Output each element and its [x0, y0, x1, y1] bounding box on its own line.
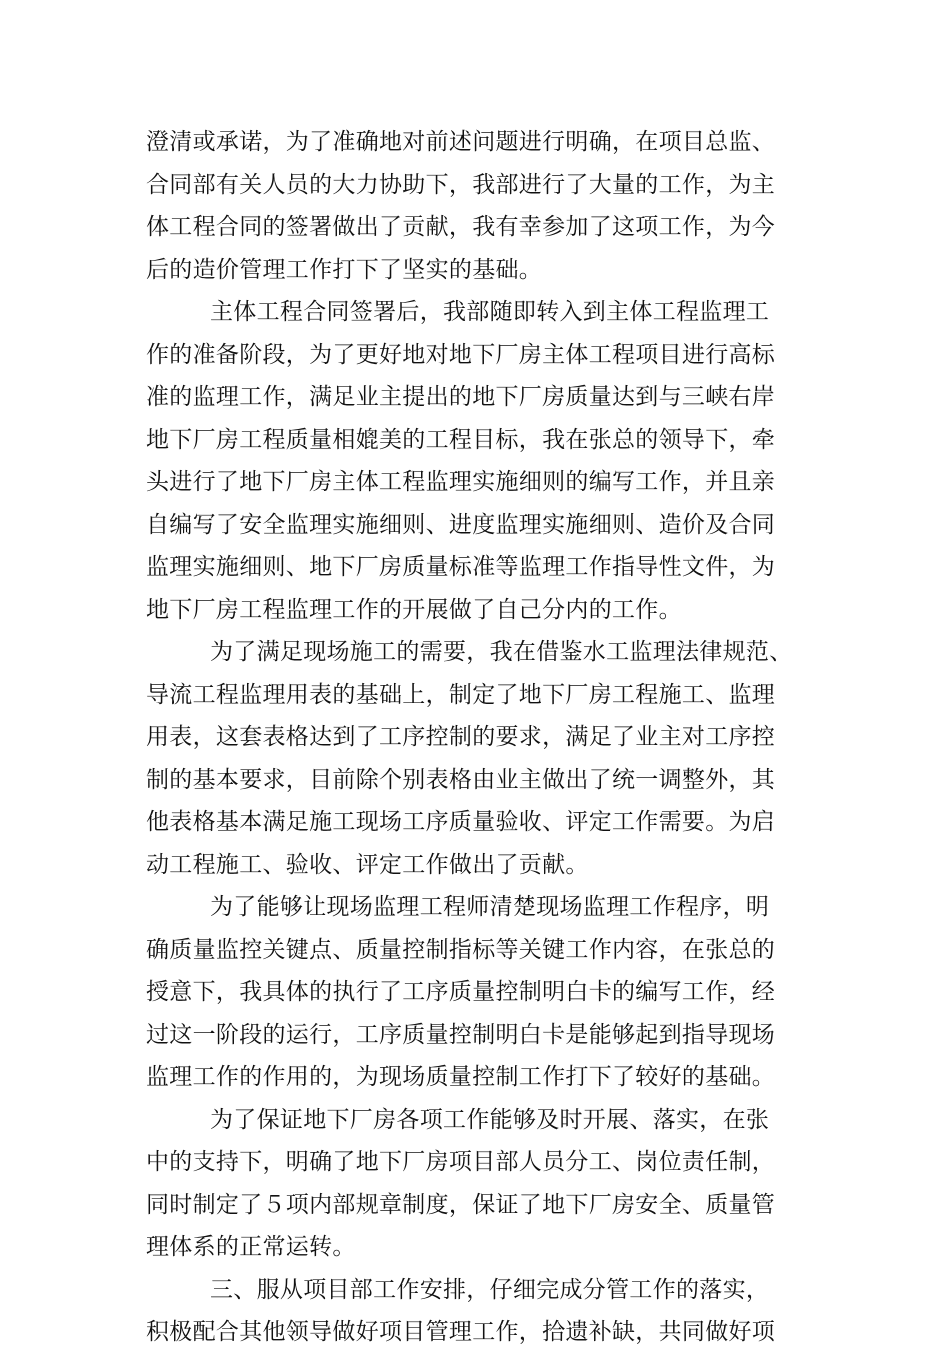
text-line: 监理实施细则、地下厂房质量标准等监理工作指导性文件，为 — [146, 554, 776, 580]
text-line: 体工程合同的签署做出了贡献，我有幸参加了这项工作，为今 — [146, 214, 776, 240]
paragraph-start-line: 为了能够让现场监理工程师清楚现场监理工作程序，明 — [210, 894, 770, 920]
paragraph-start-line: 主体工程合同签署后，我部随即转入到主体工程监理工 — [210, 299, 770, 325]
text-line: 授意下，我具体的执行了工序质量控制明白卡的编写工作，经 — [146, 979, 776, 1005]
text-line: 地下厂房工程质量相媲美的工程目标，我在张总的领导下，牵 — [146, 426, 776, 453]
text-line: 用表，这套表格达到了工序控制的要求，满足了业主对工序控 — [146, 724, 776, 750]
text-line: 他表格基本满足施工现场工序质量验收、评定工作需要。为启 — [146, 809, 776, 835]
text-line: 合同部有关人员的大力协助下，我部进行了大量的工作，为主 — [146, 171, 776, 198]
paragraph-start-line: 为了保证地下厂房各项工作能够及时开展、落实，在张 — [210, 1106, 770, 1133]
text-line: 中的支持下，明确了地下厂房项目部人员分工、岗位责任制， — [146, 1149, 776, 1175]
text-line: 澄清或承诺，为了准确地对前述问题进行明确，在项目总监、 — [146, 129, 776, 155]
paragraph-start-line: 三、服从项目部工作安排，仔细完成分管工作的落实， — [210, 1276, 770, 1303]
text-line: 地下厂房工程监理工作的开展做了自己分内的工作。 — [146, 596, 682, 623]
text-line: 制的基本要求，目前除个别表格由业主做出了统一调整外，其 — [146, 766, 776, 793]
text-line: 导流工程监理用表的基础上，制定了地下厂房工程施工、监理 — [146, 681, 776, 708]
text-line: 过这一阶段的运行，工序质量控制明白卡是能够起到指导现场 — [146, 1021, 776, 1048]
text-line: 准的监理工作，满足业主提出的地下厂房质量达到与三峡右岸 — [146, 384, 776, 410]
text-line: 作的准备阶段，为了更好地对地下厂房主体工程项目进行高标 — [146, 341, 776, 368]
text-line: 动工程施工、验收、评定工作做出了贡献。 — [146, 851, 589, 878]
text-line: 同时制定了５项内部规章制度，保证了地下厂房安全、质量管 — [146, 1191, 776, 1218]
text-line: 理体系的正常运转。 — [146, 1234, 356, 1260]
body-text — [146, 121, 796, 1354]
text-line: 后的造价管理工作打下了坚实的基础。 — [146, 256, 543, 283]
text-line: 自编写了安全监理实施细则、进度监理实施细则、造价及合同 — [146, 511, 776, 538]
text-line: 积极配合其他领导做好项目管理工作，拾遗补缺，共同做好项 — [146, 1319, 776, 1345]
paragraph-start-line: 为了满足现场施工的需要，我在借鉴水工监理法律规范、 — [210, 639, 793, 665]
text-line: 监理工作的作用的，为现场质量控制工作打下了较好的基础。 — [146, 1064, 776, 1090]
text-line: 确质量监控关键点、质量控制指标等关键工作内容，在张总的 — [146, 936, 776, 963]
text-line: 头进行了地下厂房主体工程监理实施细则的编写工作，并且亲 — [146, 469, 776, 495]
